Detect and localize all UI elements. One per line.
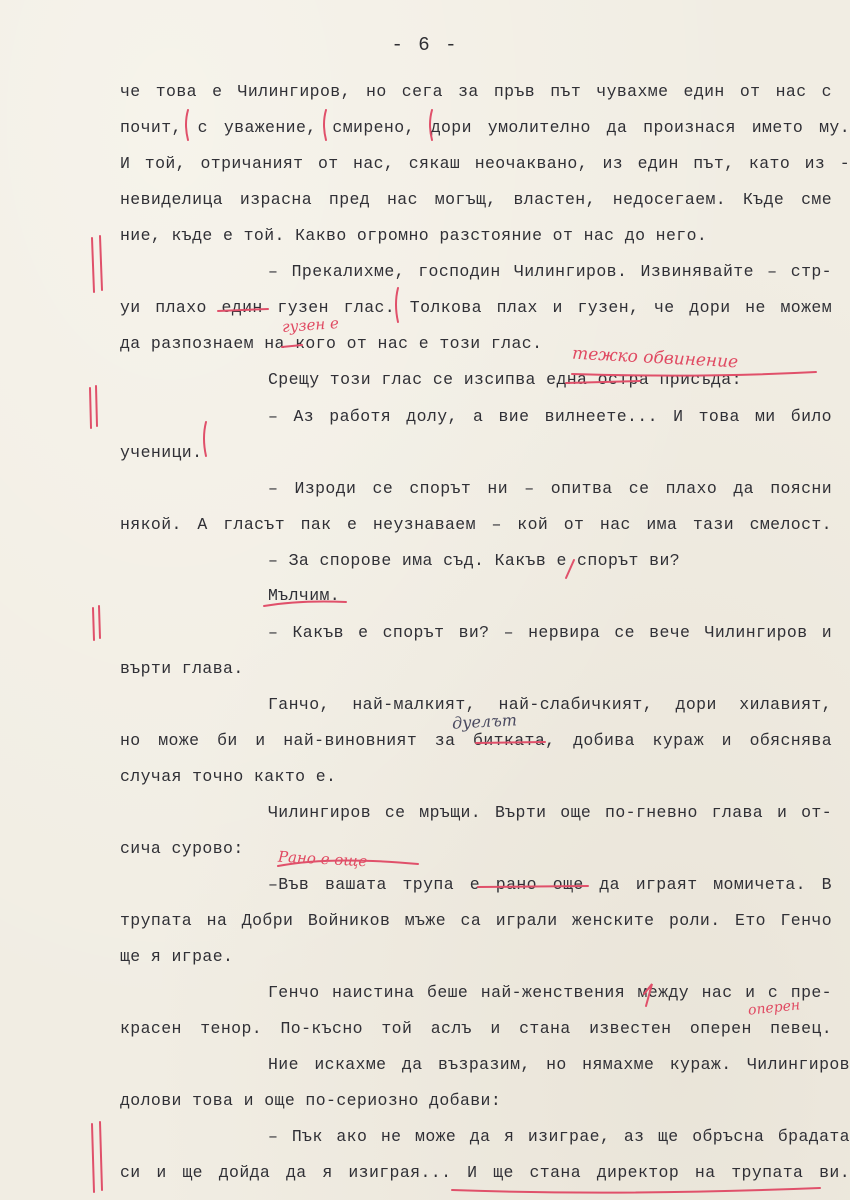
text-line: уи плахо един гузен глас. Толкова плах и гузен, че дори не можем — [120, 298, 832, 317]
text-line: – Пък ако не може да я изиграе, аз ще обръсна брадата — [268, 1127, 850, 1146]
text-line: сича сурово: — [120, 839, 244, 858]
text-line: Ганчо, най-малкият, най-слабичкият, дори хилавият, — [268, 695, 832, 714]
text-line: Чилингиров се мръщи. Върти още по-гневно глава и от- — [268, 803, 832, 822]
margin-mark — [90, 386, 97, 428]
handwritten-note: оперен — [747, 997, 801, 1019]
text-line: Срещу този глас се изсипва една остра присъда: — [268, 370, 742, 389]
text-line: – За спорове има съд. Какъв е спорът ви? — [268, 551, 681, 570]
text-line: И той, отричаният от нас, сякаш неочаквано, из един път, като из - — [120, 154, 850, 173]
text-line: ние, къде е той. Какво огромно разстояние от нас до него. — [120, 226, 708, 245]
text-line: ученици. — [120, 443, 203, 462]
text-line: но може би и най-виновният за битката, добива кураж и обяснява — [120, 731, 832, 750]
text-line: – Какъв е спорът ви? – нервира се вече Чилингиров и — [268, 623, 832, 642]
text-line: невиделица израсна пред нас могъщ, властен, недосегаем. Къде сме — [120, 190, 832, 209]
handwritten-note: гузен е — [281, 314, 340, 336]
handwritten-note: тежко обвинение — [571, 343, 739, 373]
text-line: –Във вашата трупа е рано още да играят момичета. В — [268, 875, 832, 894]
handwritten-note: Рано е още — [277, 847, 368, 871]
text-line: красен тенор. По-късно той аслъ и стана известен оперен певец. — [120, 1019, 832, 1038]
text-line: някой. А гласът пак е неузнаваем – кой от нас има тази смелост. — [120, 515, 832, 534]
text-line: ще я играе. — [120, 947, 234, 966]
text-line: – Прекалихме, господин Чилингиров. Извинявайте – стр- — [268, 262, 832, 281]
margin-mark — [92, 1122, 102, 1192]
margin-mark — [92, 236, 102, 292]
margin-mark — [93, 606, 100, 640]
text-line: Генчо наистина беше най-женствения между нас и с пре- — [268, 983, 832, 1002]
text-line: – Изроди се спорът ни – опитва се плахо да поясни — [268, 479, 832, 498]
text-line: долови това и още по-сериозно добави: — [120, 1091, 502, 1110]
text-line: Ние искахме да възразим, но нямахме кураж. Чилингиров — [268, 1055, 850, 1074]
text-line: почит, с уважение, смирено, дори умолително да произнася името му. — [120, 118, 850, 137]
handwritten-note: дуелът — [451, 710, 518, 733]
text-line: случая точно както е. — [120, 767, 337, 786]
text-line: си и ще дойда да я изиграя... И ще стана директор на трупата ви. — [120, 1163, 850, 1182]
text-line: Мълчим. — [268, 586, 341, 605]
text-line: върти глава. — [120, 659, 244, 678]
text-line: трупата на Добри Войников мъже са играли женските роли. Ето Генчо — [120, 911, 832, 930]
text-line: че това е Чилингиров, но сега за пръв път чувахме един от нас с — [120, 82, 832, 101]
text-line: да разпознаем на кого от нас е този глас. — [120, 334, 543, 353]
page-number: - 6 - — [391, 34, 459, 56]
text-line: – Аз работя долу, а вие вилнеете... И това ми било — [268, 407, 832, 426]
